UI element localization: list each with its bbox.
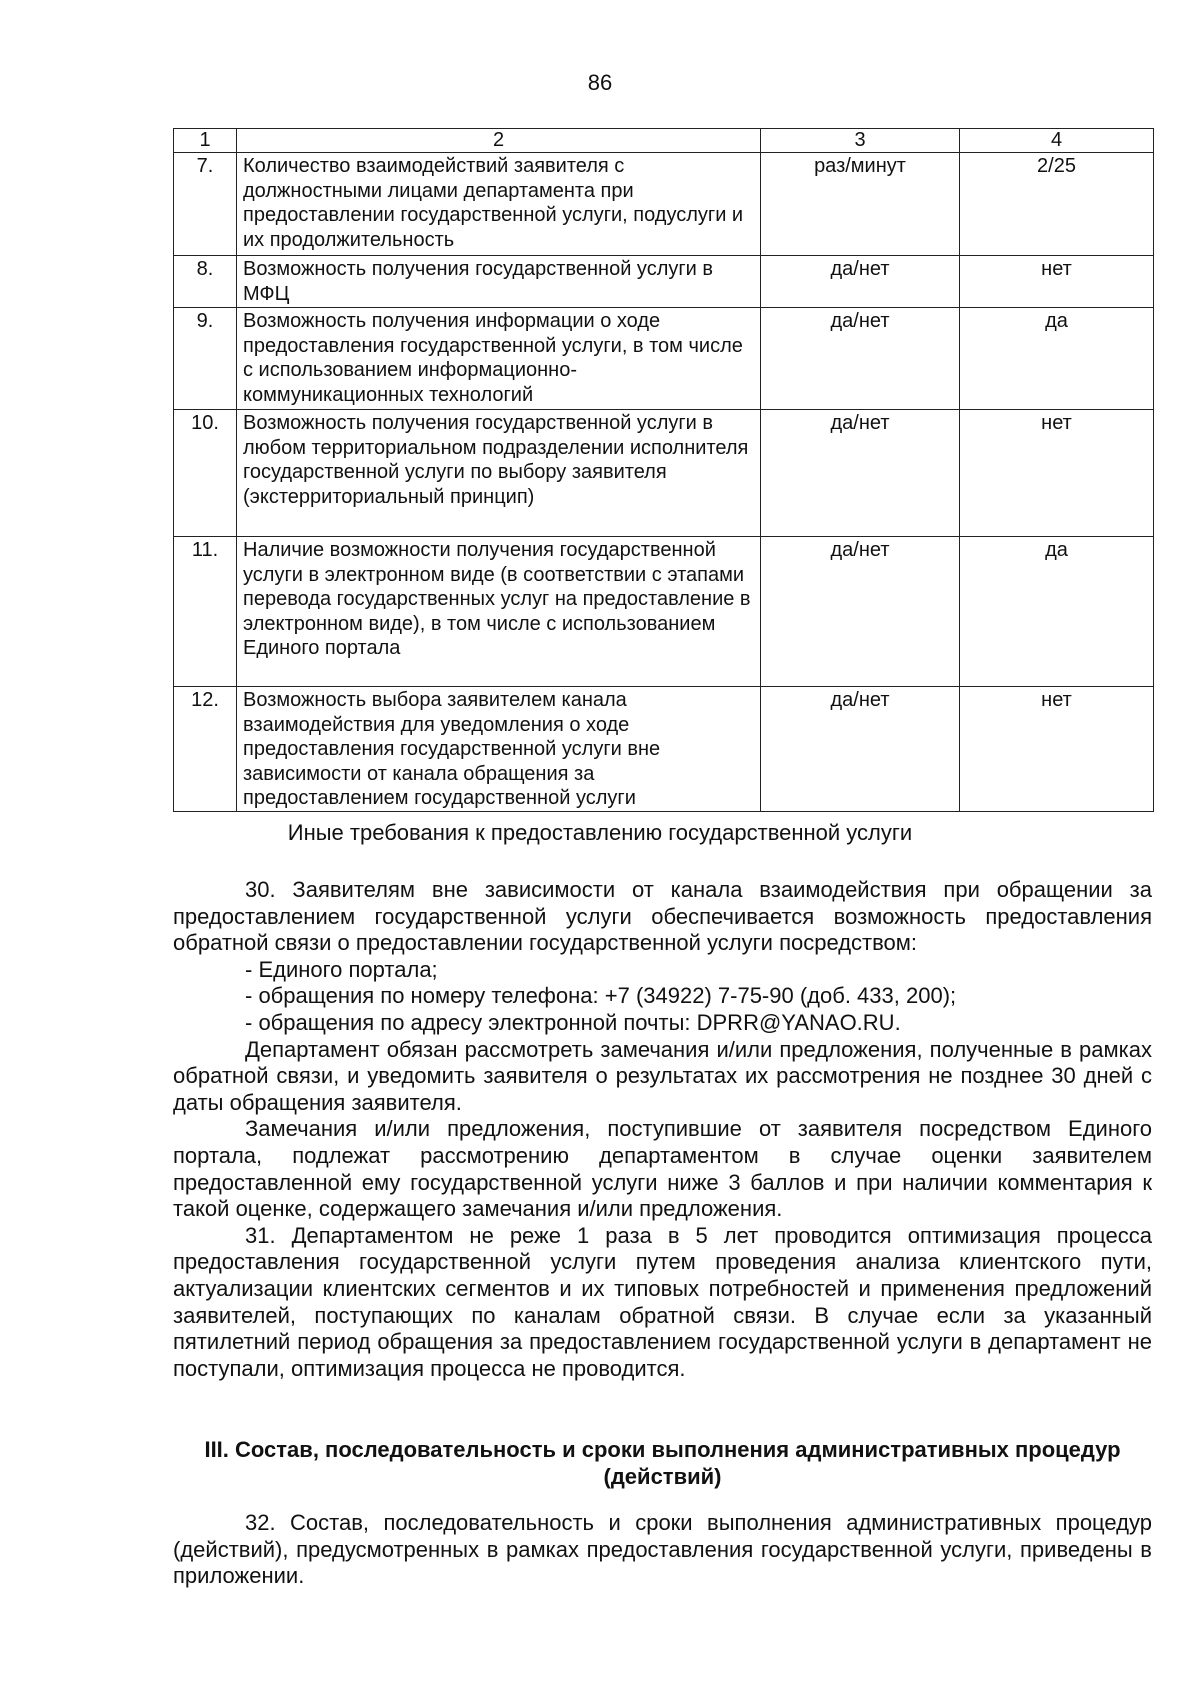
requirements-table xyxy=(173,128,1154,812)
row-unit: да/нет xyxy=(761,256,960,308)
row-unit: да/нет xyxy=(761,687,960,812)
row-indicator: Возможность получения информации о ходе предоставления государственной услуги, в том числе с использованием информационно-коммуникационных технологий xyxy=(237,308,761,410)
row-indicator: Возможность получения государственной услуги в любом территориальном подразделении исполнителя государственной услуги по выбору заявителя (экстерриториальный принцип) xyxy=(237,410,761,537)
row-value: 2/25 xyxy=(960,153,1154,256)
list-item: - обращения по адресу электронной почты: DPRR@YANAO.RU. xyxy=(245,1009,901,1035)
row-unit: да/нет xyxy=(761,308,960,410)
list-item: - обращения по номеру телефона: +7 (34922) 7-75-90 (доб. 433, 200); xyxy=(245,983,957,1009)
row-indicator: Возможность получения государственной услуги в МФЦ xyxy=(237,256,761,308)
table-row xyxy=(174,410,1154,537)
table-row xyxy=(174,537,1154,687)
row-number: 10. xyxy=(174,410,237,537)
row-number: 7. xyxy=(174,153,237,256)
column-header: 4 xyxy=(960,129,1154,153)
paragraph-30: 30. Заявителям вне зависимости от канала взаимодействия при обращении за предоставлением государственной услуги обеспечивается возможность предоставления обратной связи о предоставлении государственной услуги посредством: xyxy=(173,877,1152,956)
row-number: 12. xyxy=(174,687,237,812)
column-header: 1 xyxy=(174,129,237,153)
row-indicator: Количество взаимодействий заявителя с должностными лицами департамента при предоставлении государственной услуги, подуслуги и их продолжительность xyxy=(237,153,761,256)
row-number: 9. xyxy=(174,308,237,410)
paragraph-32: 32. Состав, последовательность и сроки выполнения административных процедур (действий), предусмотренных в рамках предоставления государственной услуги, приведены в приложении. xyxy=(173,1510,1152,1589)
row-value: нет xyxy=(960,256,1154,308)
table-row xyxy=(174,687,1154,812)
paragraph-31: 31. Департаментом не реже 1 раза в 5 лет проводится оптимизация процесса предоставления государственной услуги путем проведения анализа клиентского пути, актуализации клиентских сегментов и их типовых потребностей и применения предложений заявителей, поступающих по каналам обратной связи. В случае если за указанный пятилетний период обращения за предоставлением государственной услуги в департамент не поступали, оптимизация процесса не проводится. xyxy=(173,1222,1152,1381)
section-title: III. Состав, последовательность и сроки выполнения административных процедур (действий) xyxy=(204,1437,1121,1489)
table-row xyxy=(174,153,1154,256)
body-text-block xyxy=(173,877,1152,1382)
paragraph-department: Департамент обязан рассмотреть замечания и/или предложения, полученные в рамках обратной связи, и уведомить заявителя о результатах их рассмотрения не позднее 30 дней с даты обращения заявителя. xyxy=(173,1036,1152,1115)
row-value: нет xyxy=(960,410,1154,537)
table-row xyxy=(174,308,1154,410)
paragraph-remarks: Замечания и/или предложения, поступившие от заявителя посредством Единого портала, подлежат рассмотрению департаментом в случае оценки заявителем предоставленной ему государственной услуги ниже 3 баллов и при наличии комментария к такой оценке, содержащего замечания и/или предложения. xyxy=(173,1116,1152,1222)
column-header: 3 xyxy=(761,129,960,153)
row-unit: раз/минут xyxy=(761,153,960,256)
row-unit: да/нет xyxy=(761,410,960,537)
row-number: 8. xyxy=(174,256,237,308)
row-number: 11. xyxy=(174,537,237,687)
row-unit: да/нет xyxy=(761,537,960,687)
subheading: Иные требования к предоставлению государственной услуги xyxy=(287,820,913,845)
column-header: 2 xyxy=(237,129,761,153)
row-indicator: Возможность выбора заявителем канала взаимодействия для уведомления о ходе предоставления государственной услуги вне зависимости от канала обращения за предоставлением государственной услуги xyxy=(237,687,761,812)
page-number: 86 xyxy=(587,70,613,95)
row-value: нет xyxy=(960,687,1154,812)
body-text-block-2 xyxy=(173,1510,1152,1590)
list-item: - Единого портала; xyxy=(245,956,438,982)
table-header-row xyxy=(174,129,1154,153)
table-row xyxy=(174,256,1154,308)
row-value: да xyxy=(960,537,1154,687)
row-value: да xyxy=(960,308,1154,410)
row-indicator: Наличие возможности получения государственной услуги в электронном виде (в соответствии с этапами перевода государственных услуг на предоставление в электронном виде), в том числе с использованием Единого портала xyxy=(237,537,761,687)
